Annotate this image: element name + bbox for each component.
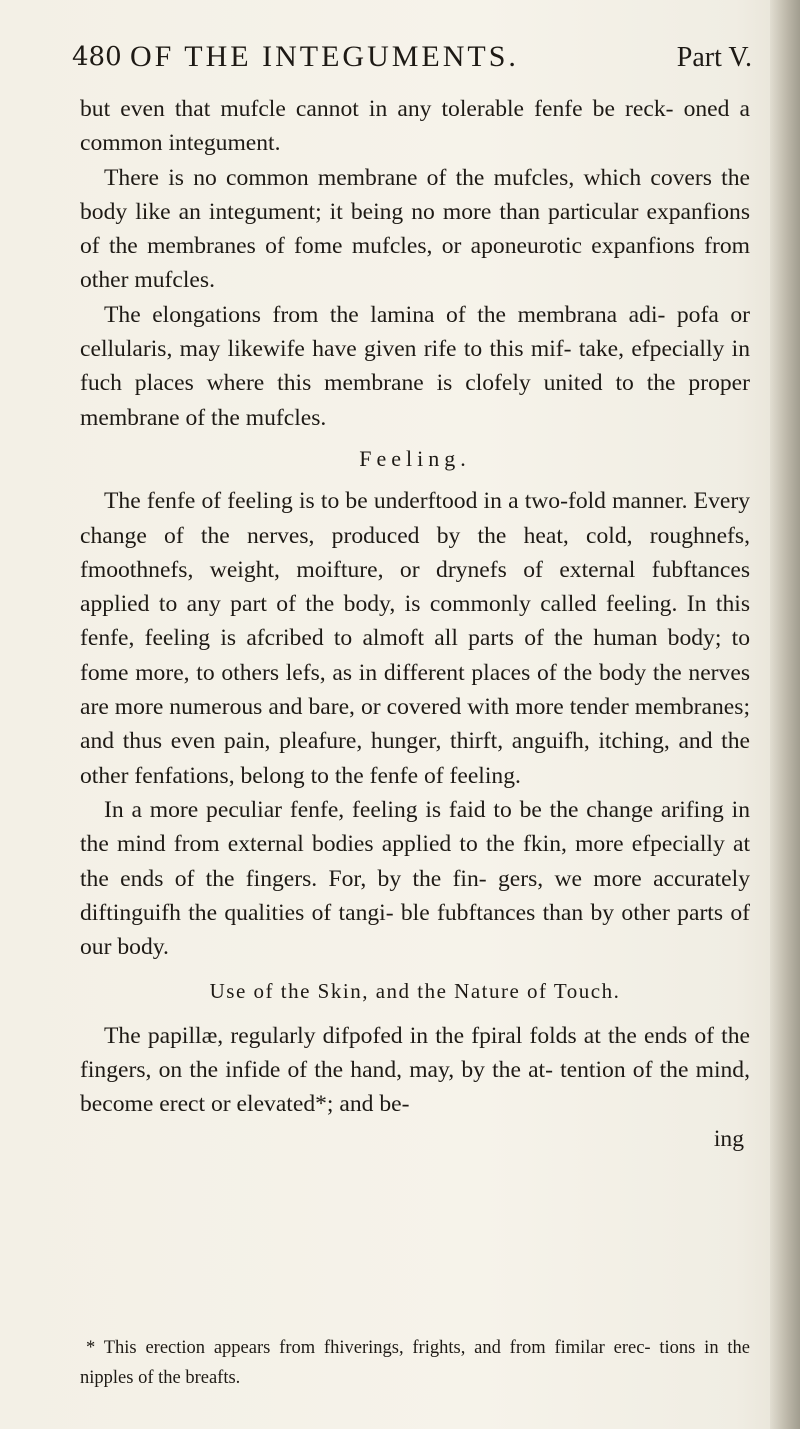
paragraph: In a more peculiar fenfe, feeling is faid to be the change arifing in the mind from external bodies applied to the fkin, more efpecially at the ends of the fingers. For, by the fin- gers, we more accurately diftinguifh the qualities of tangi- ble fubftances than by other parts of our body.: [80, 796, 750, 961]
footnote-text: * This erection appears from fhiverings, frights, and from fimilar erec- tions in the nipples of the breafts.: [80, 1338, 750, 1388]
section-heading-use-of-skin: Use of the Skin, and the Nature of Touch.: [209, 979, 621, 1004]
paragraph: There is no common membrane of the mufcles, which covers the body like an integument; it being no more than particular expanfions of the membranes of fome mufcles, or aponeurotic expanfions from other mufcles.: [80, 164, 750, 294]
part-label: Part V.: [676, 42, 752, 73]
section-heading-feeling: Feeling.: [359, 445, 471, 471]
body-text: [80, 92, 750, 1156]
catchword: ing: [713, 1125, 744, 1152]
running-head: [72, 42, 752, 82]
paragraph: but even that mufcle cannot in any tolerable fenfe be reck- oned a common integument.: [80, 96, 750, 157]
paragraph: The papillæ, regularly difpofed in the fpiral folds at the ends of the fingers, on the infide of the hand, may, by the at- tention of the mind, become erect or elevated*; and be-: [80, 1022, 750, 1118]
running-title: OF THE INTEGUMENTS.: [130, 40, 519, 73]
paragraph: The fenfe of feeling is to be underftood in a two-fold manner. Every change of the nerves, produced by the heat, cold, roughnefs, fmoothnefs, weight, moifture, or drynefs of external fubftances applied to any part of the body, is commonly called feeling. In this fenfe, feeling is afcribed to almoft all parts of the human body; to fome more, to others lefs, as in different places of the body the nerves are more numerous and bare, or covered with more tender membranes; and thus even pain, pleafure, hunger, thirft, anguifh, itching, and the other fenfations, belong to the fenfe of feeling.: [80, 488, 750, 789]
paragraph: The elongations from the lamina of the membrana adi- pofa or cellularis, may likewife have given rife to this mif- take, efpecially in fuch places where this membrane is clofely united to the proper membrane of the mufcles.: [80, 301, 750, 431]
footnote: [80, 1333, 750, 1393]
page-number: 480: [72, 42, 122, 72]
page-gutter-shadow: [770, 0, 800, 1429]
